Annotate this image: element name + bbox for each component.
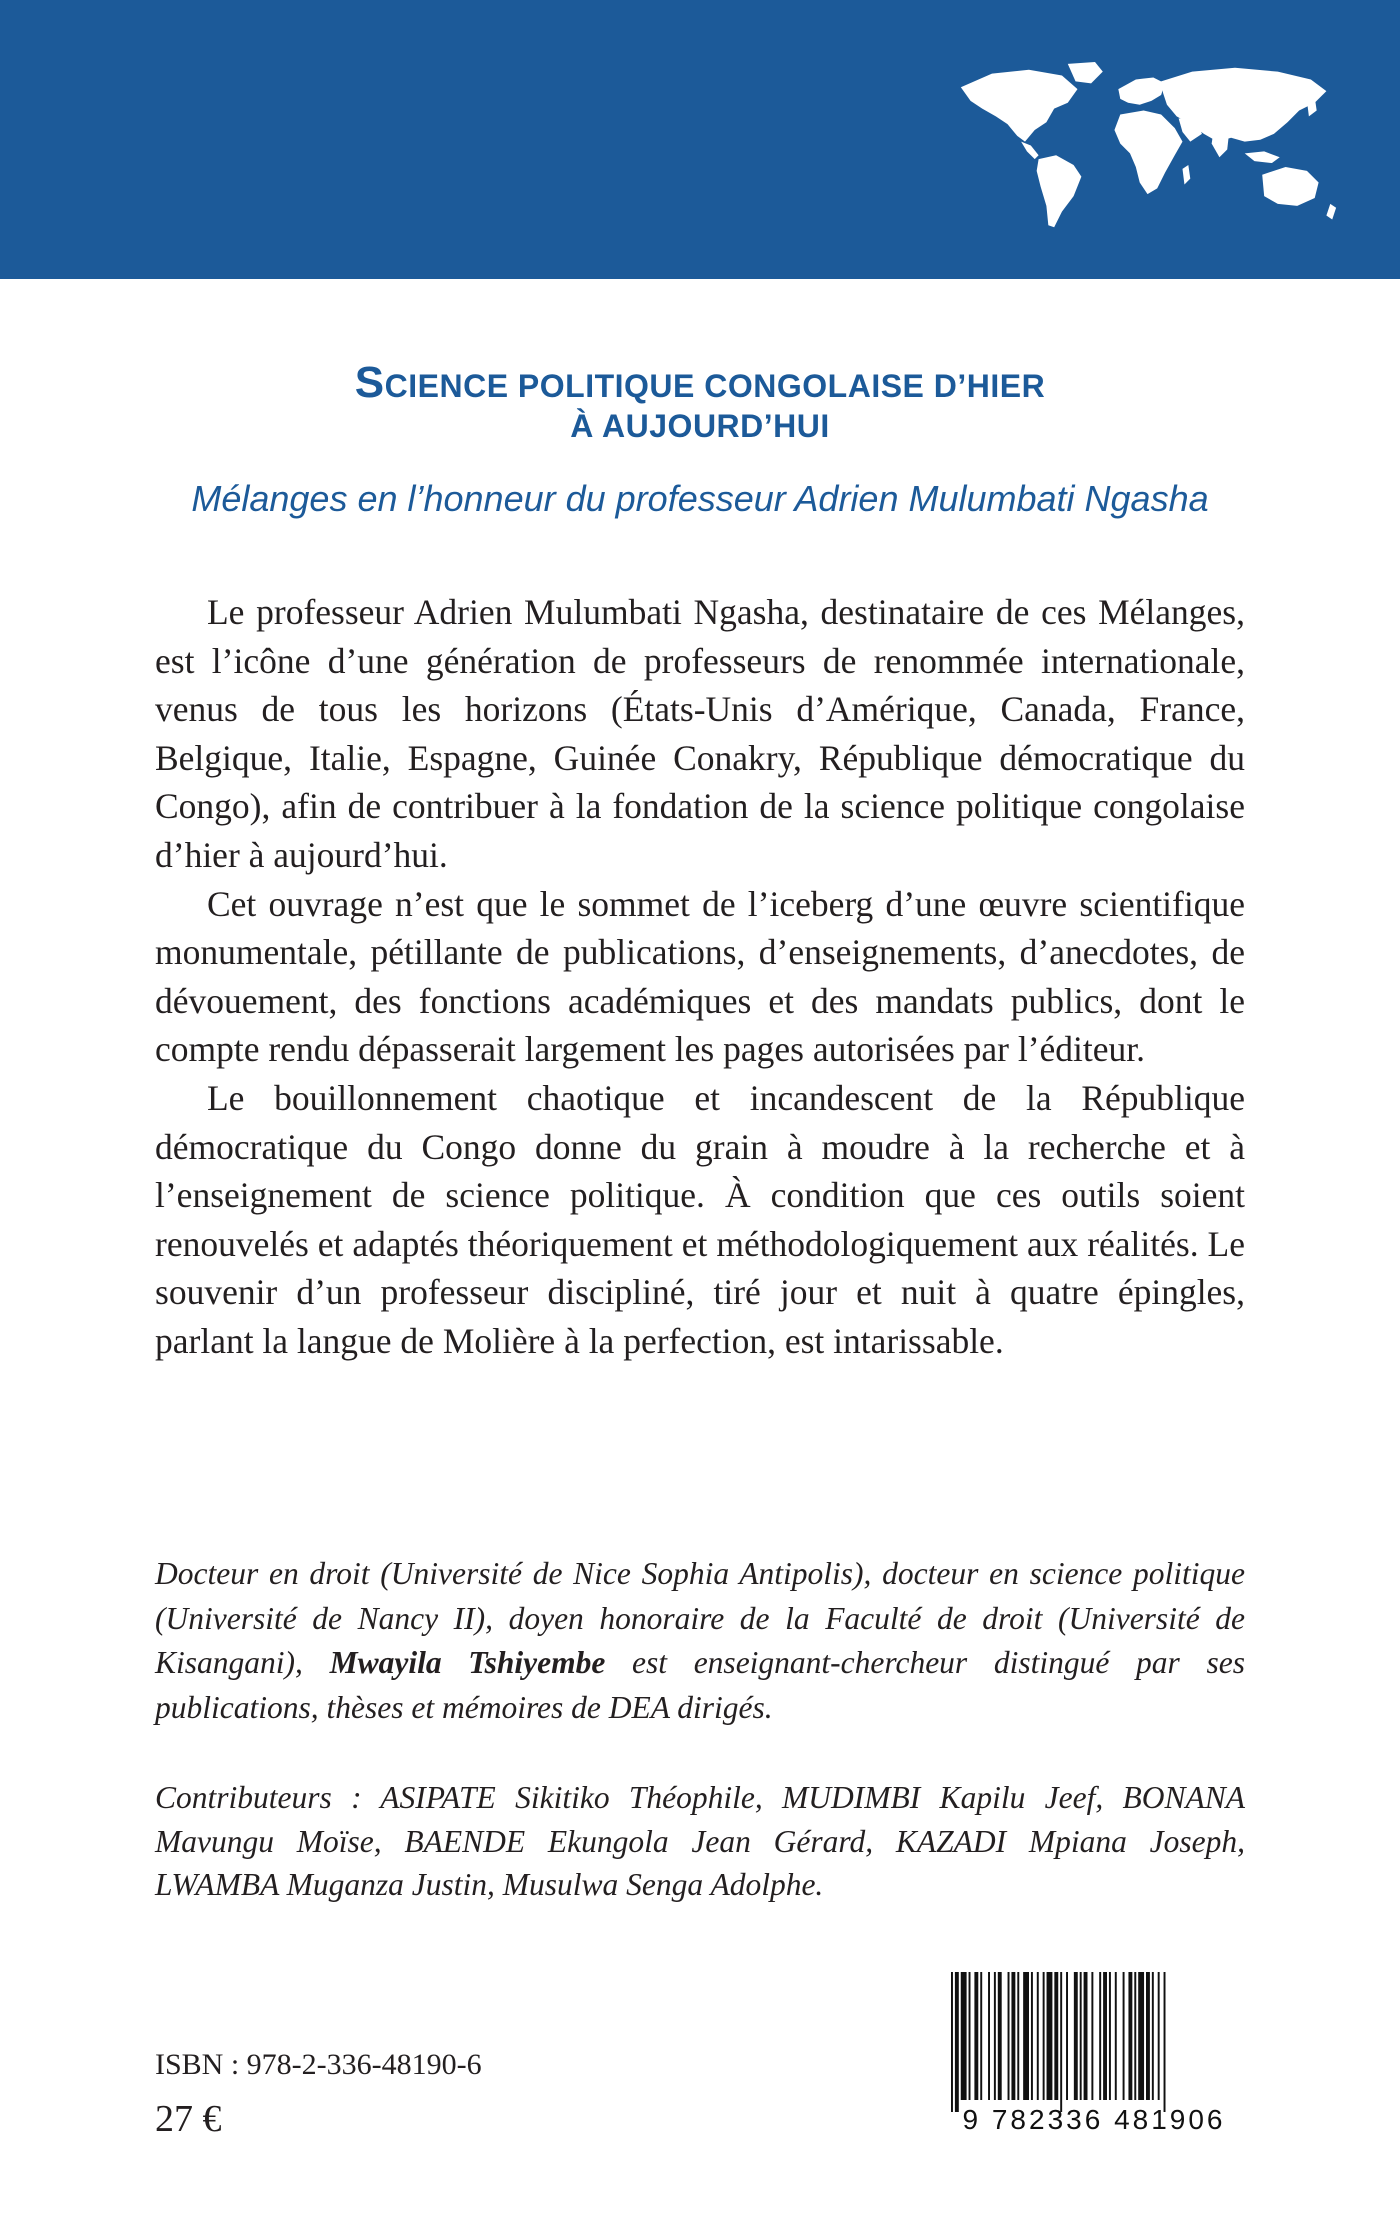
barcode-bar: [994, 1972, 996, 2100]
barcode-bar: [1164, 1972, 1166, 2112]
barcode-bar: [1074, 1972, 1078, 2100]
barcode-bar: [1047, 1972, 1053, 2100]
barcode-bar: [1054, 1972, 1058, 2100]
book-title-line2: À AUJOURD’HUI: [570, 408, 830, 444]
barcode-bar: [955, 1972, 959, 2112]
barcode-bar: [961, 1972, 967, 2100]
barcode-bar: [1031, 1972, 1033, 2100]
author-bio: Docteur en droit (Université de Nice Sophia Antipolis), docteur en science politique (Université de Nancy II), doyen honoraire de la Faculté de droit (Université de Kisangani), Mwayila Tshiyembe est enseignant-chercheur distingué par ses publications, thèses et mémoires de DEA dirigés.: [155, 1556, 1246, 1725]
barcode-bar: [998, 1972, 1002, 2100]
back-cover-blurb: [155, 588, 1245, 1366]
world-map-icon: [950, 60, 1345, 235]
barcode-bar: [1138, 1972, 1144, 2100]
barcode-bar: [988, 1972, 990, 2100]
barcode-bar: [1037, 1972, 1039, 2100]
barcode-bar: [1115, 1972, 1117, 2100]
barcode-bar: [1123, 1972, 1125, 2100]
barcode-bar: [1109, 1972, 1111, 2100]
barcode-bar: [1128, 1972, 1132, 2100]
barcode-digits: 9 782336 481906: [962, 2104, 1226, 2135]
barcode-bar: [1066, 1972, 1068, 2100]
barcode-bar: [980, 1972, 982, 2100]
barcode-bar: [951, 1972, 953, 2112]
barcode-bar: [1091, 1972, 1093, 2100]
author-name: Mwayila Tshiyembe: [329, 1645, 606, 1680]
barcode-bar: [1103, 1972, 1107, 2100]
barcode-bar: [1134, 1972, 1136, 2100]
blurb-paragraph: Cet ouvrage n’est que le sommet de l’iceberg d’une œuvre scientifique monumentale, pétillante de publications, d’enseignements, d’anecdotes, de dévouement, des fonctions académiques et des mandats publics, dont le compte rendu dépasserait largement les pages autorisées par l’éditeur.: [155, 883, 1245, 1070]
blurb-paragraph: Le professeur Adrien Mulumbati Ngasha, destinataire de ces Mélanges, est l’icône d’une génération de professeurs de renommée internationale, venus de tous les horizons (États-Unis d’Amérique, Canada, France, Belgique, Italie, Espagne, Guinée Conakry, République démocratique du Congo), afin de contribuer à la fondation de la science politique congolaise d’hier à aujourd’hui.: [155, 592, 1245, 875]
price: 27 €: [155, 2098, 222, 2140]
barcode-bar: [1084, 1972, 1088, 2100]
barcode-bar: [1011, 1972, 1015, 2100]
top-color-band: [0, 0, 1400, 279]
contributors-list: Contributeurs : ASIPATE Sikitiko Théophile, MUDIMBI Kapilu Jeef, BONANA Mavungu Moïse, BAENDE Ekungola Jean Gérard, KAZADI Mpiana Joseph, LWAMBA Muganza Justin, Musulwa Senga Adolphe.: [155, 1780, 1245, 1902]
blurb-paragraph: Le bouillonnement chaotique et incandescent de la République démocratique du Congo donne du grain à moudre à la recherche et à l’enseignement de science politique. À condition que ces outils soient renouvelés et adaptés théoriquement et méthodologiquement aux réalités. Le souvenir d’un professeur discipliné, tiré jour et nuit à quatre épingles, parlant la langue de Molière à la perfection, est intarissable.: [155, 1077, 1245, 1361]
isbn: ISBN : 978-2-336-48190-6: [155, 2048, 482, 2081]
barcode-bar: [1060, 1972, 1062, 2112]
barcode-bar: [969, 1972, 971, 2100]
barcode-bar: [1008, 1972, 1010, 2100]
barcode-bar: [1152, 1972, 1154, 2100]
book-title-line1: SCIENCE POLITIQUE CONGOLAISE D’HIER: [354, 358, 1046, 407]
barcode-bar: [1146, 1972, 1150, 2100]
barcode-bar: [1017, 1972, 1019, 2100]
barcode-bar: [974, 1972, 978, 2100]
barcode-bar: [1043, 1972, 1045, 2100]
barcode-bar: [1080, 1972, 1082, 2100]
barcode-bar: [1023, 1972, 1029, 2100]
book-subtitle: Mélanges en l’honneur du professeur Adrien Mulumbati Ngasha: [191, 478, 1209, 519]
barcode-bar: [1099, 1972, 1101, 2100]
barcode-bar: [1158, 1972, 1160, 2100]
